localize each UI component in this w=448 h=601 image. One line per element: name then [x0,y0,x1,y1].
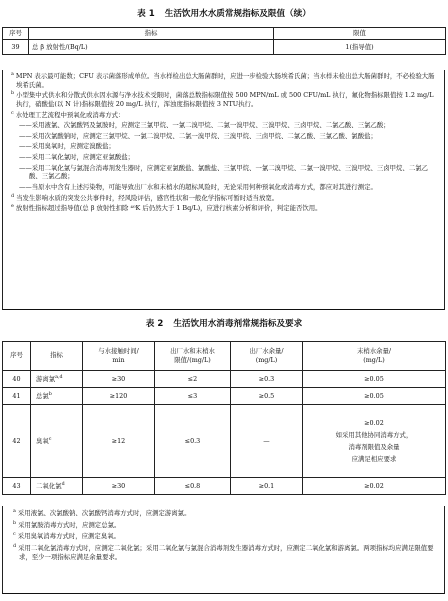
row-tap: ≥0.05 [303,371,446,388]
table2-header-limit: 出厂水和末梢水 限值/(mg/L) [155,342,231,371]
table1-number: 表 1 [137,9,155,19]
table1-title: 生活饮用水水质常规指标及限值（续） [164,9,311,19]
row-limit: ≤0.8 [155,478,231,495]
table-row [3,40,446,55]
row-no: 41 [3,388,31,405]
table1-caption [0,9,448,21]
row-limit: ≤0.3 [155,405,231,478]
table1-row-no: 39 [3,40,29,55]
table1-header-limit: 限值 [274,28,446,40]
row-limit: ≤3 [155,388,231,405]
row-tap: ≥0.02 [303,478,446,495]
footnote: $^b$ 小型集中式供水和分散式供水因水源与净水技术受限时，菌落总数指标限值按 500 MPN/mL 或 500 CFU/mL 执行，氟化物指标限值按 1.2 mg/L 执行，硝酸盐(以 N 计)指标限值按 20 mg/L 执行，浑浊度指标限值按 3 NTU执行。 [11,91,434,108]
table2-footnotes [2,506,445,594]
table2-header-contact: 与水接触时间/ min [83,342,155,371]
footnote-sub: ——采用二氧化氯时，应测定亚氯酸盐； [19,153,135,162]
row-item: 二氧化氯$^d$ [31,478,83,495]
row-item: 臭氧$^c$ [31,405,83,478]
row-no: 42 [3,405,31,478]
footnote: $^b$ 采用氯胺消毒方式时，应测定总氯。 [13,520,121,529]
row-contact: ≥120 [83,388,155,405]
table-row [3,405,446,478]
footnote-sub: ——当原水中含有上述污染物，可能导致出厂水和末梢水的超标风险时，无论采用何种预氧化或消毒方式，都应对其进行测定。 [19,183,377,192]
table-row [3,388,446,405]
table2-header-row [3,342,446,371]
footnote: $^d$ 当发生影响水质的突发公共事件时，经风险评估，感官性状和一般化学指标可暂时适当放宽。 [11,193,279,202]
table1-header-item: 指标 [29,28,274,40]
row-contact: ≥30 [83,371,155,388]
row-item: 总氯$^b$ [31,388,83,405]
row-contact: ≥12 [83,405,155,478]
table1-footnotes [2,70,445,310]
table2 [2,341,446,495]
footnote-sub: ——采用二氧化氯与氯混合消毒剂发生器时，应测定亚氯酸盐、氯酸盐、三氯甲烷、一氯二溴甲烷、二氯一溴甲烷、三溴甲烷、三卤甲烷、二氯乙酸、三氯乙酸； [19,163,428,181]
table1-header-row [3,28,446,40]
table-row [3,478,446,495]
footnote: $^a$ 采用液氯、次氯酸钠、次氯酸钙消毒方式时，应测定游离氯。 [13,508,191,517]
footnote: $^a$ MPN 表示最可能数；CFU 表示菌落形成单位。当水样检出总大肠菌群时，应进一步检验大肠埃希氏菌；当水样未检出总大肠菌群时，不必检验大肠埃希氏菌。 [11,71,435,89]
table2-title: 生活饮用水消毒剂常规指标及要求 [173,319,303,329]
table1-row-item: 总 β 放射性/(Bq/L) [29,40,274,55]
table2-header-tap: 末梢水余量/ (mg/L) [303,342,446,371]
row-no: 40 [3,371,31,388]
footnote: $^c$ 水处理工艺流程中预氧化或消毒方式： [11,110,125,119]
table2-header-no: 序号 [3,342,31,371]
table-row [3,371,446,388]
row-tap: ≥0.05 [303,388,446,405]
table2-caption [0,319,448,331]
table2-header-item: 指标 [31,342,83,371]
row-factory: ≥0.3 [231,371,303,388]
footnote-sub: ——采用液氯、次氯酸钙及氯胺时，应测定三氯甲烷、一氯二溴甲烷、二氯一溴甲烷、三溴甲烷、三卤甲烷、二氯乙酸、三氯乙酸； [19,121,390,130]
row-no: 43 [3,478,31,495]
row-contact: ≥30 [83,478,155,495]
footnote-sub: ——采用臭氧时，应测定溴酸盐； [19,142,115,151]
table1-row-limit: 1(指导值) [274,40,446,55]
row-factory: ≥0.5 [231,388,303,405]
row-factory: — [231,405,303,478]
row-tap: ≥0.02 如采用其他协同消毒方式， 消毒剂限值及余量 应满足相应要求 [303,405,446,478]
footnote-sub: ——采用次氯酸钠时，应测定三氯甲烷、一氯二溴甲烷、二氯一溴甲烷、三溴甲烷、三卤甲烷、二氯乙酸、三氯乙酸、氯酸盐； [19,131,377,140]
table1-header-no: 序号 [3,28,29,40]
table2-number: 表 2 [145,319,164,329]
footnote: $^e$ 放射性指标超过指导值(总 β 放射性扣除 ⁴⁰K 后仍然大于 1 Bq/L)，应进行核素分析和评价，判定能否饮用。 [11,204,322,213]
footnote: $^d$ 采用二氧化氯消毒方式时，应测定二氧化氯；采用二氧化氯与氯混合消毒剂发生器消毒方式时，应测定二氧化氯和游离氯。两项指标均应满足限值要求，至少一项指标应满足余量要求。 [13,543,434,561]
table2-header-factory: 出厂水余量/ (mg/L) [231,342,303,371]
row-factory: ≥0.1 [231,478,303,495]
row-limit: ≤2 [155,371,231,388]
row-item: 游离氯$^{a,d}$ [31,371,83,388]
footnote: $^c$ 采用臭氧消毒方式时，应测定臭氧。 [13,532,120,541]
table1 [2,27,446,55]
